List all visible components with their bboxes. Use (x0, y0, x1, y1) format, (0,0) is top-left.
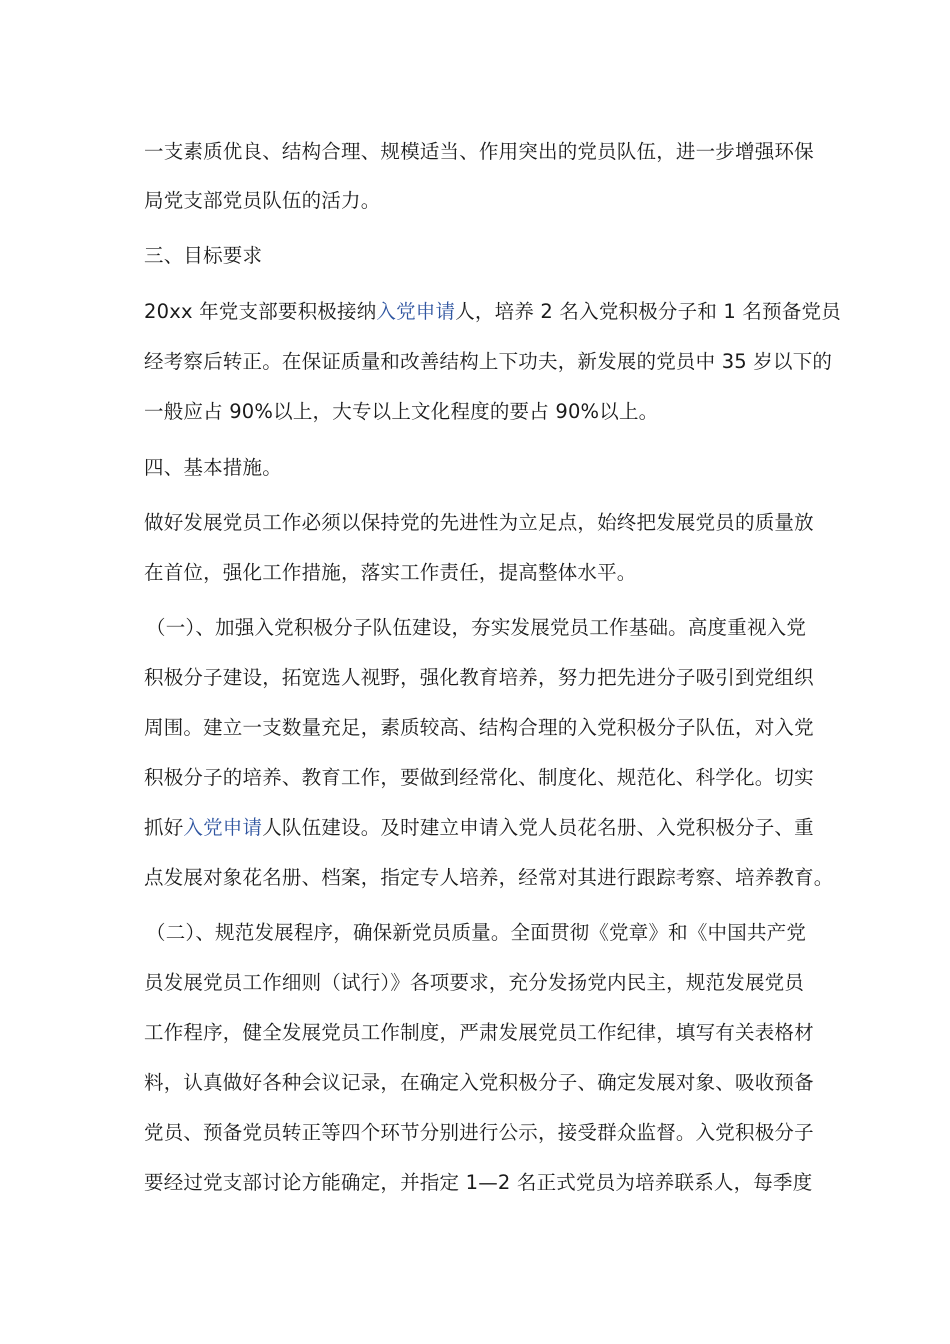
paragraph-line: 积极分子的培养、教育工作，要做到经常化、制度化、规范化、科学化。切实 (144, 766, 814, 789)
paragraph-line: 党员、预备党员转正等四个环节分别进行公示，接受群众监督。入党积极分子 (144, 1121, 814, 1144)
text-segment: 人队伍建设。及时建立申请入党人员花名册、入党积极分子、重 (262, 816, 814, 839)
paragraph-line: 周围。建立一支数量充足，素质较高、结构合理的入党积极分子队伍，对入党 (144, 716, 814, 739)
section-heading: 三、目标要求 (144, 244, 263, 267)
paragraph-line: 一般应占 90%以上，大专以上文化程度的要占 90%以上。 (144, 400, 659, 423)
paragraph-line (144, 296, 841, 328)
paragraph-line: 点发展对象花名册、档案，指定专人培养，经常对其进行跟踪考察、培养教育。 (144, 866, 834, 889)
paragraph-line: 工作程序，健全发展党员工作制度，严肃发展党员工作纪律，填写有关表格材 (144, 1021, 814, 1044)
link-rudang-shenqing[interactable]: 入党申请 (376, 300, 456, 323)
text-segment: 抓好 (144, 816, 184, 839)
paragraph-line: 经考察后转正。在保证质量和改善结构上下功夫，新发展的党员中 35 岁以下的 (144, 350, 833, 373)
link-rudang-shenqing[interactable]: 入党申请 (183, 816, 263, 839)
paragraph-line: 做好发展党员工作必须以保持党的先进性为立足点，始终把发展党员的质量放 (144, 511, 814, 534)
paragraph-line: 局党支部党员队伍的活力。 (144, 189, 381, 212)
text-segment: 20xx 年党支部要积极接纳 (144, 300, 377, 323)
paragraph-line: （一）、加强入党积极分子队伍建设，夯实发展党员工作基础。高度重视入党 (146, 616, 807, 639)
section-heading: 四、基本措施。 (144, 456, 282, 479)
paragraph-line: 要经过党支部讨论方能确定，并指定 1—2 名正式党员为培养联系人，每季度 (144, 1171, 813, 1194)
paragraph-line: 一支素质优良、结构合理、规模适当、作用突出的党员队伍，进一步增强环保 (144, 140, 814, 163)
paragraph-line: 在首位，强化工作措施，落实工作责任，提高整体水平。 (144, 561, 637, 584)
paragraph-line: （二）、规范发展程序，确保新党员质量。全面贯彻《党章》和《中国共产党 (146, 921, 807, 944)
paragraph-line: 积极分子建设，拓宽选人视野，强化教育培养，努力把先进分子吸引到党组织 (144, 666, 814, 689)
paragraph-line: 员发展党员工作细则（试行）》各项要求，充分发扬党内民主，规范发展党员 (144, 971, 805, 994)
paragraph-line (144, 812, 824, 844)
paragraph-line: 料，认真做好各种会议记录，在确定入党积极分子、确定发展对象、吸收预备 (144, 1071, 814, 1094)
text-segment: 人，培养 2 名入党积极分子和 1 名预备党员 (455, 300, 841, 323)
